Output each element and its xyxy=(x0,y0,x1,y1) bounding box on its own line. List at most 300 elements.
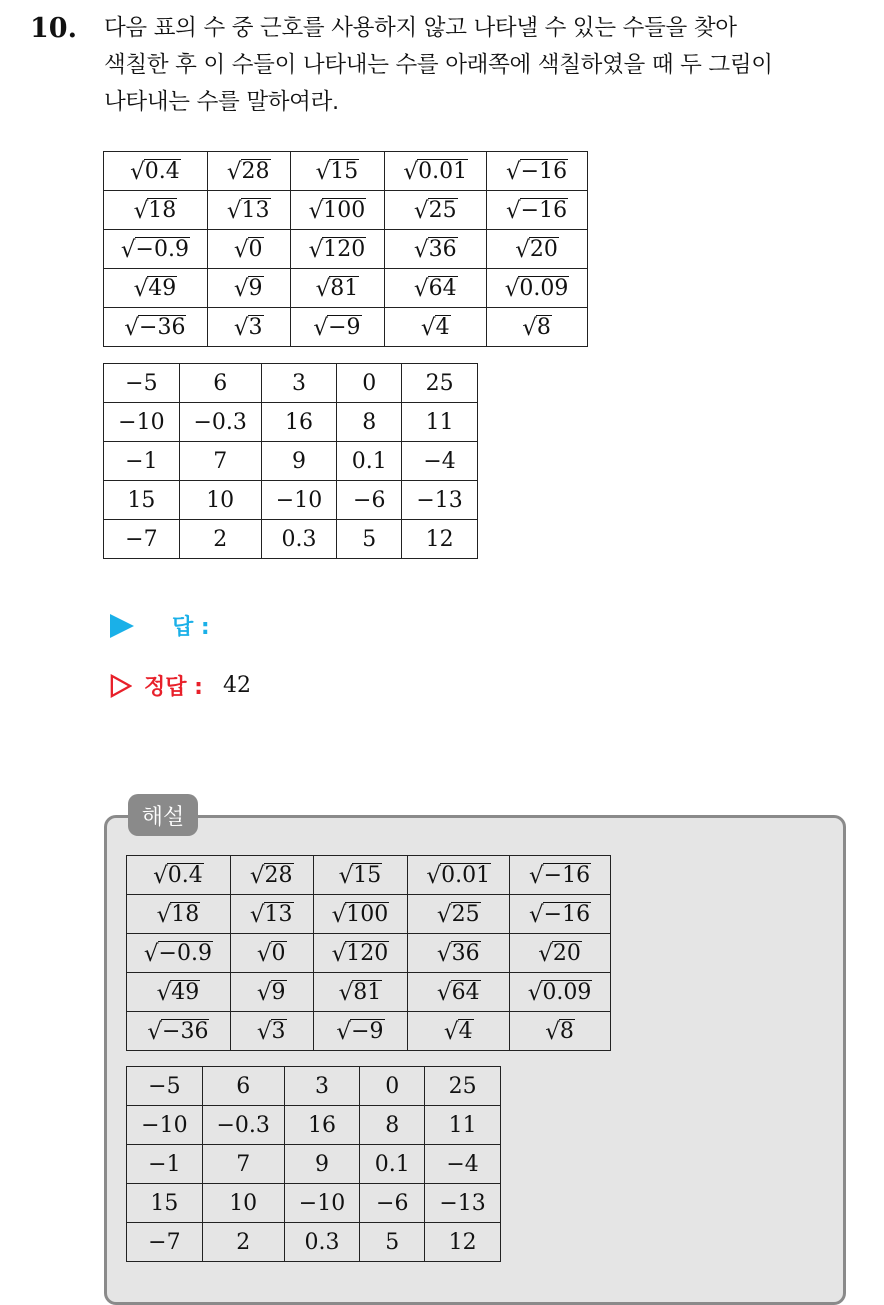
radicand: 36 xyxy=(428,236,457,262)
cell-value: 9 xyxy=(292,448,306,474)
cell-value: −5 xyxy=(148,1073,181,1099)
cell-value: 5 xyxy=(362,526,377,552)
correct-answer-label: 정답 : xyxy=(144,675,203,700)
radicand: 81 xyxy=(330,275,359,301)
table-cell xyxy=(385,269,487,308)
table-row xyxy=(127,1067,501,1106)
square-root-expression xyxy=(403,159,468,183)
radicand: 18 xyxy=(171,901,200,927)
number-table xyxy=(103,363,478,559)
square-root-expression xyxy=(234,315,264,339)
cell-value: 8 xyxy=(362,409,377,435)
table-cell xyxy=(104,364,180,403)
square-root-expression xyxy=(227,198,271,222)
table-cell xyxy=(402,442,478,481)
radicand: 8 xyxy=(536,314,551,340)
table-row xyxy=(104,269,588,308)
table-row xyxy=(104,481,478,520)
table-cell xyxy=(230,856,313,895)
radicand: 0.01 xyxy=(441,862,491,888)
radical-sign-icon: √ xyxy=(313,314,329,341)
radicand: 4 xyxy=(435,314,450,340)
square-root-expression xyxy=(437,980,481,1004)
radicand: 9 xyxy=(248,275,263,301)
square-root-expression xyxy=(309,237,367,261)
table-cell xyxy=(510,856,611,895)
cell-value: 0 xyxy=(362,370,377,396)
square-root-expression xyxy=(309,198,367,222)
table-cell xyxy=(337,364,402,403)
question-line: 색칠한 후 이 수들이 나타내는 수를 아래쪽에 색칠하였을 때 두 그림이 xyxy=(104,52,773,78)
table-cell xyxy=(261,481,337,520)
square-root-expression xyxy=(153,863,204,887)
question-number: 10. xyxy=(30,13,77,44)
cell-value: −10 xyxy=(118,409,165,435)
radical-sign-icon: √ xyxy=(529,862,544,889)
square-root-expression xyxy=(257,941,287,965)
cell-value: −6 xyxy=(376,1190,409,1216)
radicand: 3 xyxy=(271,1018,286,1044)
radical-sign-icon: √ xyxy=(249,862,265,889)
table-cell xyxy=(290,308,385,347)
table-cell xyxy=(104,230,208,269)
cell-value: −13 xyxy=(439,1190,486,1216)
radical-sign-icon: √ xyxy=(338,979,354,1006)
table-cell xyxy=(290,230,385,269)
square-root-expression xyxy=(426,863,491,887)
table-cell xyxy=(402,364,478,403)
square-root-expression xyxy=(506,198,568,222)
explanation-sqrt-table xyxy=(126,855,611,1051)
radical-sign-icon: √ xyxy=(506,158,521,185)
table-row xyxy=(104,364,478,403)
table-cell xyxy=(385,191,487,230)
table-cell xyxy=(104,403,180,442)
table-cell xyxy=(284,1223,360,1262)
table-cell xyxy=(510,1012,611,1051)
radicand: 0 xyxy=(271,940,286,966)
table-cell xyxy=(290,269,385,308)
cell-value: −10 xyxy=(298,1190,346,1216)
square-root-expression xyxy=(147,1019,209,1043)
radical-sign-icon: √ xyxy=(233,275,249,302)
cell-value: −6 xyxy=(353,487,386,513)
radicand: −36 xyxy=(139,314,186,340)
table-cell xyxy=(104,152,208,191)
radicand: 120 xyxy=(346,940,389,966)
table-cell xyxy=(179,520,261,559)
radicand: 120 xyxy=(323,236,366,262)
table-cell xyxy=(127,1184,203,1223)
table-cell xyxy=(104,191,208,230)
radicand: 20 xyxy=(552,940,581,966)
square-root-expression xyxy=(529,902,591,926)
radical-sign-icon: √ xyxy=(133,197,149,224)
radical-sign-icon: √ xyxy=(338,862,354,889)
table-cell xyxy=(127,895,231,934)
cell-value: 0.1 xyxy=(351,448,387,474)
cell-value: −13 xyxy=(416,487,463,513)
radical-sign-icon: √ xyxy=(256,1018,272,1045)
square-root-expression xyxy=(157,902,201,926)
cell-value: 8 xyxy=(385,1112,400,1138)
table-row xyxy=(104,442,478,481)
outline-arrow-icon xyxy=(110,675,132,697)
table-cell xyxy=(408,1012,510,1051)
table-cell xyxy=(290,191,385,230)
radical-sign-icon: √ xyxy=(124,314,140,341)
radical-sign-icon: √ xyxy=(331,901,347,928)
square-root-expression xyxy=(421,315,451,339)
radical-sign-icon: √ xyxy=(504,275,520,302)
cell-value: 2 xyxy=(213,526,228,552)
table-cell xyxy=(179,442,261,481)
cell-value: 11 xyxy=(448,1112,477,1138)
table-cell xyxy=(337,403,402,442)
square-root-expression xyxy=(124,315,186,339)
table-row xyxy=(127,895,611,934)
radical-sign-icon: √ xyxy=(249,901,265,928)
radical-sign-icon: √ xyxy=(413,197,429,224)
table-cell xyxy=(207,269,290,308)
radical-sign-icon: √ xyxy=(143,940,159,967)
square-root-expression xyxy=(313,315,361,339)
radicand: 100 xyxy=(346,901,389,927)
cell-value: 5 xyxy=(385,1229,400,1255)
table-cell xyxy=(360,1145,425,1184)
radical-sign-icon: √ xyxy=(331,940,347,967)
table-cell xyxy=(127,856,231,895)
cell-value: 12 xyxy=(425,526,454,552)
cell-value: 0.3 xyxy=(281,526,317,552)
radical-sign-icon: √ xyxy=(147,1018,163,1045)
radical-sign-icon: √ xyxy=(233,236,249,263)
table-cell xyxy=(425,1145,501,1184)
cell-value: −7 xyxy=(125,526,158,552)
table-row xyxy=(127,1106,501,1145)
correct-answer-row xyxy=(110,670,251,701)
radicand: 20 xyxy=(529,236,558,262)
radicand: 15 xyxy=(330,158,359,184)
radicand: −16 xyxy=(520,197,568,223)
cell-value: 25 xyxy=(448,1073,477,1099)
cell-value: −4 xyxy=(446,1151,479,1177)
table-cell xyxy=(127,1223,203,1262)
square-root-expression xyxy=(234,276,264,300)
table-cell xyxy=(487,269,588,308)
radicand: 49 xyxy=(171,979,200,1005)
radical-sign-icon: √ xyxy=(413,275,429,302)
table-cell xyxy=(284,1067,360,1106)
table-cell xyxy=(402,520,478,559)
radicand: 18 xyxy=(148,197,177,223)
radicand: 36 xyxy=(451,940,480,966)
radicand: −36 xyxy=(162,1018,209,1044)
table-cell xyxy=(408,895,510,934)
cell-value: 2 xyxy=(236,1229,251,1255)
table-cell xyxy=(179,403,261,442)
radical-sign-icon: √ xyxy=(436,940,452,967)
square-root-expression xyxy=(250,902,294,926)
radicand: 25 xyxy=(428,197,457,223)
radical-sign-icon: √ xyxy=(256,979,272,1006)
play-arrow-icon xyxy=(110,614,134,638)
cell-value: −0.3 xyxy=(216,1112,270,1138)
table-cell xyxy=(207,152,290,191)
table-cell xyxy=(425,1106,501,1145)
table-row xyxy=(127,856,611,895)
radical-sign-icon: √ xyxy=(130,158,145,185)
table-cell xyxy=(385,308,487,347)
table-row xyxy=(104,403,478,442)
radical-sign-icon: √ xyxy=(522,314,537,341)
radicand: −9 xyxy=(328,314,361,340)
radical-sign-icon: √ xyxy=(308,197,324,224)
table-cell xyxy=(202,1184,284,1223)
table-cell xyxy=(284,1106,360,1145)
square-root-expression xyxy=(538,941,582,965)
square-root-expression xyxy=(414,237,458,261)
table-cell xyxy=(202,1145,284,1184)
cell-value: 3 xyxy=(315,1073,329,1099)
radical-sign-icon: √ xyxy=(153,862,168,889)
table-cell xyxy=(284,1184,360,1223)
radical-sign-icon: √ xyxy=(527,979,543,1006)
cell-value: 10 xyxy=(206,487,235,513)
cell-value: 6 xyxy=(236,1073,251,1099)
cell-value: 9 xyxy=(315,1151,329,1177)
cell-value: 10 xyxy=(229,1190,258,1216)
cell-value: −0.3 xyxy=(193,409,247,435)
radical-sign-icon: √ xyxy=(413,236,429,263)
radicand: 4 xyxy=(458,1018,473,1044)
radicand: 13 xyxy=(241,197,270,223)
cell-value: 7 xyxy=(236,1151,251,1177)
radicand: 13 xyxy=(264,901,293,927)
square-root-expression xyxy=(339,863,383,887)
cell-value: 0.1 xyxy=(374,1151,410,1177)
cell-value: 3 xyxy=(292,370,306,396)
table-cell xyxy=(487,191,588,230)
square-root-expression xyxy=(437,902,481,926)
radical-sign-icon: √ xyxy=(120,236,136,263)
radicand: 0.09 xyxy=(542,979,592,1005)
table-cell xyxy=(230,1012,313,1051)
square-root-expression xyxy=(234,237,264,261)
radical-sign-icon: √ xyxy=(256,940,272,967)
radical-sign-icon: √ xyxy=(336,1018,352,1045)
square-root-expression xyxy=(250,863,294,887)
table-cell xyxy=(104,481,180,520)
cell-value: −4 xyxy=(423,448,456,474)
table-cell xyxy=(261,364,337,403)
radicand: 100 xyxy=(323,197,366,223)
radicand: 64 xyxy=(428,275,457,301)
square-root-expression xyxy=(437,941,481,965)
table-cell xyxy=(510,895,611,934)
table-cell xyxy=(360,1184,425,1223)
square-root-expression xyxy=(336,1019,384,1043)
radicand: 15 xyxy=(353,862,382,888)
radical-sign-icon: √ xyxy=(226,158,242,185)
table-cell xyxy=(127,934,231,973)
table-cell xyxy=(425,1184,501,1223)
cell-value: −10 xyxy=(141,1112,188,1138)
table-cell xyxy=(127,1145,203,1184)
square-root-expression xyxy=(134,276,178,300)
explanation-tag: 해설 xyxy=(128,794,198,836)
table-row xyxy=(127,1223,501,1262)
table-cell xyxy=(104,308,208,347)
table-cell xyxy=(360,1067,425,1106)
radicand: 9 xyxy=(271,979,286,1005)
table-cell xyxy=(230,973,313,1012)
table-cell xyxy=(487,230,588,269)
radical-sign-icon: √ xyxy=(156,901,172,928)
table-cell xyxy=(207,308,290,347)
cell-value: −1 xyxy=(125,448,158,474)
radicand: −0.9 xyxy=(158,940,212,966)
table-cell xyxy=(385,152,487,191)
radicand: 64 xyxy=(451,979,480,1005)
table-cell xyxy=(402,481,478,520)
square-root-expression xyxy=(339,980,383,1004)
square-root-expression xyxy=(316,159,360,183)
table-cell xyxy=(230,895,313,934)
radicand: 25 xyxy=(451,901,480,927)
table-row xyxy=(127,973,611,1012)
table-cell xyxy=(313,895,408,934)
question-line: 다음 표의 수 중 근호를 사용하지 않고 나타낼 수 있는 수들을 찾아 xyxy=(104,15,737,41)
square-root-expression xyxy=(505,276,570,300)
radicand: 0.4 xyxy=(167,862,203,888)
table-cell xyxy=(510,934,611,973)
radicand: −16 xyxy=(543,862,591,888)
radical-sign-icon: √ xyxy=(226,197,242,224)
square-root-expression xyxy=(134,198,178,222)
table-cell xyxy=(104,269,208,308)
square-root-expression xyxy=(545,1019,575,1043)
correct-answer-value: 42 xyxy=(222,673,251,698)
radical-sign-icon: √ xyxy=(420,314,436,341)
cell-value: 15 xyxy=(150,1190,179,1216)
radical-sign-icon: √ xyxy=(436,901,452,928)
table-cell xyxy=(425,1223,501,1262)
cell-value: 15 xyxy=(127,487,156,513)
radicand: 28 xyxy=(264,862,293,888)
table-row xyxy=(127,1184,501,1223)
square-root-expression xyxy=(257,980,287,1004)
square-root-expression xyxy=(121,237,190,261)
radicand: −0.9 xyxy=(135,236,189,262)
cell-value: 25 xyxy=(425,370,454,396)
table-cell xyxy=(179,481,261,520)
table-row xyxy=(104,191,588,230)
table-cell xyxy=(230,934,313,973)
table-cell xyxy=(360,1106,425,1145)
table-cell xyxy=(127,1012,231,1051)
radicand: 0.01 xyxy=(418,158,468,184)
table-row xyxy=(104,308,588,347)
table-cell xyxy=(510,973,611,1012)
radical-sign-icon: √ xyxy=(506,197,521,224)
table-cell xyxy=(487,308,588,347)
square-root-expression xyxy=(528,980,593,1004)
radical-sign-icon: √ xyxy=(515,236,530,263)
table-cell xyxy=(284,1145,360,1184)
table-cell xyxy=(104,442,180,481)
table-cell xyxy=(313,856,408,895)
radical-sign-icon: √ xyxy=(315,158,331,185)
radicand: −16 xyxy=(520,158,568,184)
cell-value: −7 xyxy=(148,1229,181,1255)
square-root-expression xyxy=(522,315,552,339)
table-cell xyxy=(207,230,290,269)
question-line: 나타내는 수를 말하여라. xyxy=(104,89,339,115)
table-row xyxy=(127,1145,501,1184)
square-root-expression xyxy=(257,1019,287,1043)
square-root-expression xyxy=(157,980,201,1004)
radical-sign-icon: √ xyxy=(403,158,419,185)
square-root-expression xyxy=(316,276,360,300)
table-cell xyxy=(127,973,231,1012)
radicand: −9 xyxy=(351,1018,384,1044)
radical-sign-icon: √ xyxy=(538,940,553,967)
table-cell xyxy=(261,442,337,481)
table-cell xyxy=(104,520,180,559)
answer-label: 답 : xyxy=(172,615,210,640)
table-row xyxy=(127,1012,611,1051)
cell-value: 0.3 xyxy=(304,1229,340,1255)
radical-sign-icon: √ xyxy=(133,275,149,302)
table-cell xyxy=(360,1223,425,1262)
radicand: 3 xyxy=(248,314,263,340)
cell-value: 12 xyxy=(448,1229,477,1255)
radicand: 81 xyxy=(353,979,382,1005)
radicand: 28 xyxy=(241,158,270,184)
table-cell xyxy=(337,442,402,481)
table-cell xyxy=(261,403,337,442)
radical-sign-icon: √ xyxy=(436,979,452,1006)
radical-sign-icon: √ xyxy=(308,236,324,263)
table-cell xyxy=(202,1106,284,1145)
cell-value: 16 xyxy=(285,409,313,435)
cell-value: −1 xyxy=(148,1151,181,1177)
radical-sign-icon: √ xyxy=(156,979,172,1006)
table-cell xyxy=(313,1012,408,1051)
table-cell xyxy=(402,403,478,442)
explanation-number-table xyxy=(126,1066,501,1262)
radical-sign-icon: √ xyxy=(233,314,249,341)
radicand: 8 xyxy=(559,1018,574,1044)
cell-value: 0 xyxy=(385,1073,400,1099)
sqrt-table xyxy=(103,151,588,347)
square-root-expression xyxy=(414,276,458,300)
table-cell xyxy=(290,152,385,191)
cell-value: 16 xyxy=(308,1112,336,1138)
radical-sign-icon: √ xyxy=(529,901,544,928)
table-cell xyxy=(261,520,337,559)
radicand: 0.4 xyxy=(144,158,180,184)
square-root-expression xyxy=(515,237,559,261)
radical-sign-icon: √ xyxy=(315,275,331,302)
table-cell xyxy=(202,1223,284,1262)
cell-value: −10 xyxy=(275,487,323,513)
table-row xyxy=(127,934,611,973)
table-cell xyxy=(337,481,402,520)
cell-value: 7 xyxy=(213,448,228,474)
cell-value: −5 xyxy=(125,370,158,396)
